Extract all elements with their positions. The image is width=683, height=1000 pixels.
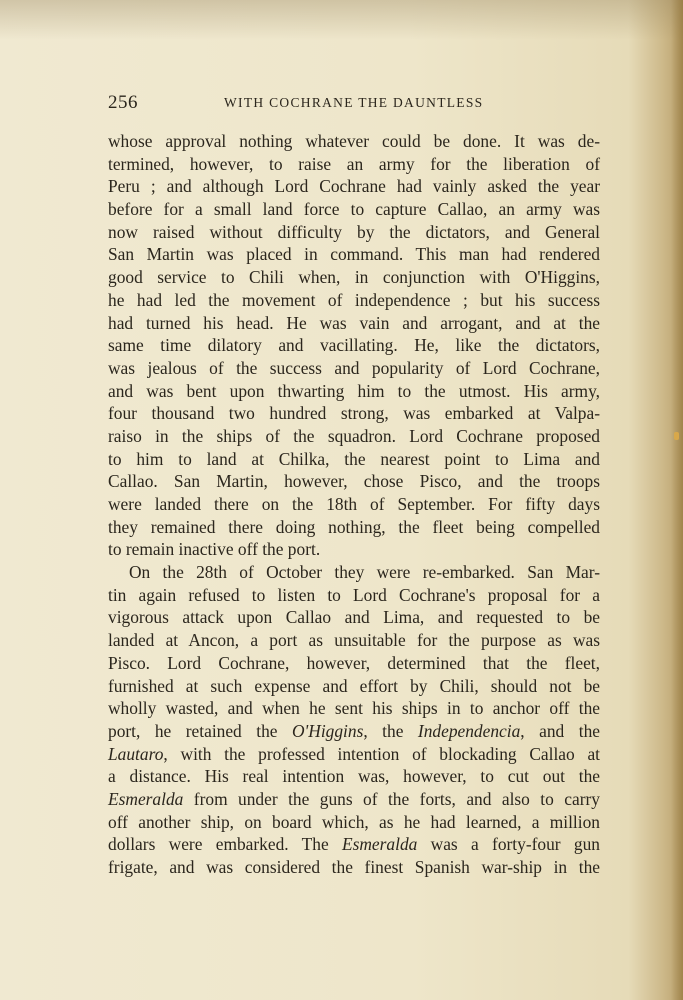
body-text [108,130,600,879]
text-line: On the 28th of October they were re-embarked. San Mar- [129,562,600,583]
text-line: to him to land at Chilka, the nearest point to Lima and [108,448,600,469]
page-mark [674,432,679,440]
text-line: Lautaro, with the professed intention of blockading Callao at [108,743,600,764]
text-line: to remain inactive off the port. [108,539,321,560]
text-line: four thousand two hundred strong, was embarked at Valpa- [108,403,600,424]
text-line: same time dilatory and vacillating. He, like the dictators, [108,335,600,356]
text-line: Esmeralda from under the guns of the forts, and also to carry [108,788,600,809]
text-line: landed at Ancon, a port as unsuitable for the purpose as was [108,630,600,651]
text-line: and was bent upon thwarting him to the utmost. His army, [108,380,600,401]
text-line: Callao. San Martin, however, chose Pisco, and the troops [108,471,600,492]
text-line: frigate, and was considered the finest Spanish war-ship in the [108,857,600,877]
text-line: furnished at such expense and effort by Chili, should not be [108,675,600,696]
running-head: WITH COCHRANE THE DAUNTLESS [224,95,484,110]
text-line: was jealous of the success and popularity of Lord Cochrane, [108,357,600,378]
text-line: before for a small land force to capture Callao, an army was [108,199,600,220]
text-line: port, he retained the O'Higgins, the Independencia, and the [108,720,600,741]
text-line: were landed there on the 18th of September. For fifty days [108,494,600,514]
text-line: San Martin was placed in command. This man had rendered [108,244,600,265]
text-line: had turned his head. He was vain and arrogant, and at the [108,312,600,333]
text-line: he had led the movement of independence ; but his success [108,289,600,310]
page-header [108,92,598,114]
text-line: termined, however, to raise an army for the liberation of [108,153,600,174]
text-line: good service to Chili when, in conjunction with O'Higgins, [108,267,600,288]
text-line: vigorous attack upon Callao and Lima, and requested to be [108,607,600,628]
text-line: a distance. His real intention was, however, to cut out the [108,766,600,787]
text-line: wholly wasted, and when he sent his ships in to anchor off the [108,698,600,719]
page-shadow [0,0,683,40]
text-line: off another ship, on board which, as he had learned, a million [108,811,600,832]
text-line: now raised without difficulty by the dictators, and General [108,221,600,242]
page-number: 256 [108,92,138,113]
page-edge [671,0,683,1000]
text-line: Peru ; and although Lord Cochrane had vainly asked the year [108,176,600,197]
text-line: raiso in the ships of the squadron. Lord Cochrane proposed [108,425,600,446]
text-line: whose approval nothing whatever could be done. It was de- [108,131,600,151]
text-line: tin again refused to listen to Lord Cochrane's proposal for a [108,584,600,605]
text-line: they remained there doing nothing, the fleet being compelled [108,516,600,537]
text-line: dollars were embarked. The Esmeralda was a forty-four gun [108,834,600,855]
text-line: Pisco. Lord Cochrane, however, determined that the fleet, [108,652,600,673]
